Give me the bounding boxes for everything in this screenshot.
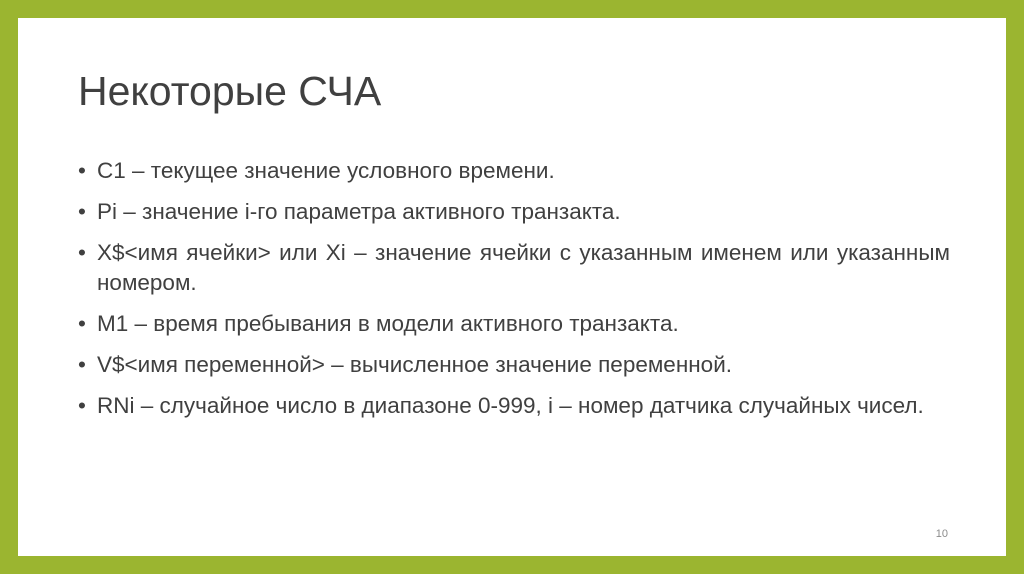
bullet-text: X$<имя ячейки> или Xi – значение ячейки с указанным именем или указанным номером. [97,240,950,295]
bullet-list [78,156,950,432]
bullet-icon: • [78,199,86,224]
bullet-text: V$<имя переменной> – вычисленное значение переменной. [97,352,733,377]
slide [18,18,1006,556]
bullet-icon: • [78,352,86,377]
bullet-item [78,309,950,339]
bullet-icon: • [78,311,86,336]
bullet-item [78,238,950,298]
bullet-icon: • [78,240,86,265]
bullet-text: M1 – время пребывания в модели активного транзакта. [97,311,679,336]
bullet-text: С1 – текущее значение условного времени. [97,158,555,183]
bullet-text: Pi – значение i-го параметра активного транзакта. [97,199,621,224]
bullet-item [78,391,950,421]
bullet-item [78,350,950,380]
bullet-item [78,156,950,186]
slide-title: Некоторые СЧА [78,68,382,114]
page-number: 10 [935,528,948,540]
bullet-text: RNi – случайное число в диапазоне 0-999, i – номер датчика случайных чисел. [97,393,924,418]
bullet-item [78,197,950,227]
bullet-icon: • [78,158,86,183]
bullet-icon: • [78,393,86,418]
